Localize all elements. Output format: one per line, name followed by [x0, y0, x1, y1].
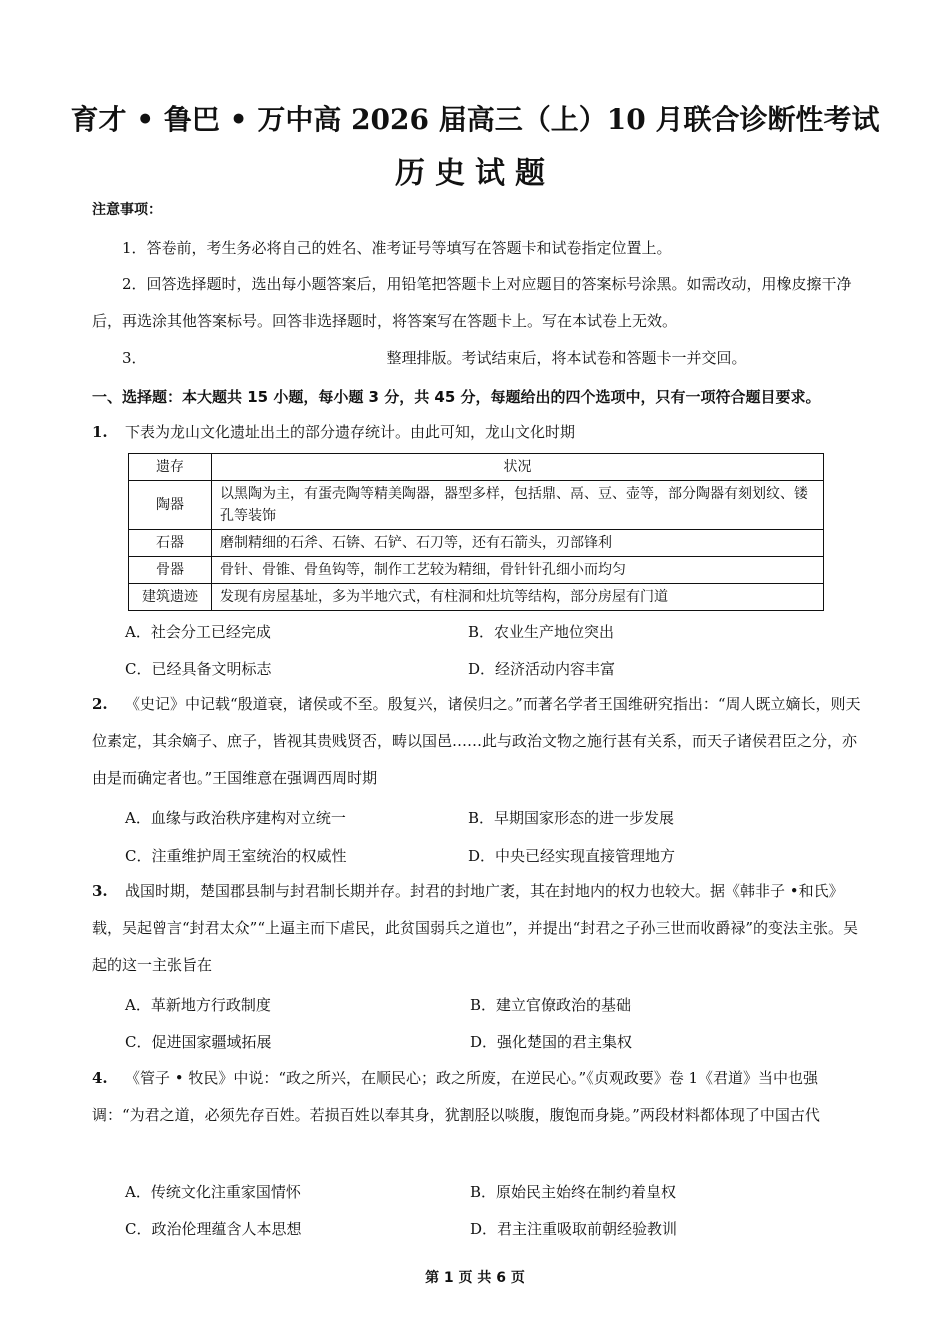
note-3-number: 3． [122, 349, 147, 367]
note-3 [92, 340, 862, 377]
question-4-number: 4. [92, 1069, 108, 1087]
exam-title: 育才 • 鲁巴 • 万中高 2026 届高三（上）10 月联合诊断性考试 [70, 103, 880, 136]
notes-heading: 注意事项： [92, 202, 162, 218]
question-3 [92, 873, 862, 984]
question-1-stem: 下表为龙山文化遗址出土的部分遗存统计。由此可知，龙山文化时期 [125, 423, 576, 441]
q3-option-c: C．促进国家疆域拓展 [125, 1033, 272, 1051]
table-cell: 骨针、骨锥、骨鱼钩等，制作工艺较为精细，骨针针孔细小而均匀 [212, 557, 824, 584]
exam-subtitle: 历史试题 [395, 156, 555, 191]
question-3-stem: 战国时期，楚国郡县制与封君制长期并存。封君的封地广袤，其在封地内的权力也较大。据《韩非子 •和氏》载，吴起曾言“封君太众”“上逼主而下虐民，此贫国弱兵之道也”，并提出“封君之子孙三世而收爵禄”的变法主张。吴起的这一主张旨在 [92, 882, 859, 974]
q3-option-b: B．建立官僚政治的基础 [470, 996, 632, 1014]
q2-option-a: A．血缘与政治秩序建构对立统一 [125, 809, 346, 827]
table-row [129, 557, 824, 584]
question-2-stem: 《史记》中记载“殷道衰，诸侯或不至。殷复兴，诸侯归之。”而著名学者王国维研究指出：“周人既立嫡长，则天位素定，其余嫡子、庶子，皆视其贵贱贤否，畴以国邑……此与政治文物之施行甚有关系，而天子诸侯君臣之分，亦由是而确定者也。”王国维意在强调西周时期 [92, 695, 861, 787]
note-3-text: 整理排版。考试结束后，将本试卷和答题卡一并交回。 [386, 349, 747, 367]
q4-option-d: D．君主注重吸取前朝经验教训 [470, 1220, 678, 1238]
table-cell: 磨制精细的石斧、石锛、石铲、石刀等，还有石箭头，刃部锋利 [212, 530, 824, 557]
question-1 [92, 414, 862, 451]
table-row [129, 530, 824, 557]
q3-option-d: D．强化楚国的君主集权 [470, 1033, 633, 1051]
question-1-number: 1. [92, 423, 108, 441]
q1-option-c: C．已经具备文明标志 [125, 660, 272, 678]
q4-option-a: A．传统文化注重家国情怀 [125, 1183, 301, 1201]
table-cell: 建筑遗迹 [129, 584, 212, 611]
question-3-number: 3. [92, 882, 108, 900]
note-2: 2．回答选择题时，选出每小题答案后，用铅笔把答题卡上对应题目的答案标号涂黑。如需改动，用橡皮擦干净后，再选涂其他答案标号。回答非选择题时，将答案写在答题卡上。写在本试卷上无效。 [92, 275, 852, 330]
table-header-cell: 状况 [212, 454, 824, 481]
table-row [129, 584, 824, 611]
table-cell: 陶器 [129, 481, 212, 530]
q2-option-c: C．注重维护周王室统治的权威性 [125, 847, 347, 865]
q3-option-a: A．革新地方行政制度 [125, 996, 271, 1014]
q2-option-b: B．早期国家形态的进一步发展 [468, 809, 675, 827]
q1-option-a: A．社会分工已经完成 [125, 623, 271, 641]
relics-table [128, 453, 824, 611]
question-4-stem: 《管子 • 牧民》中说：“政之所兴，在顺民心；政之所废，在逆民心。”《贞观政要》卷 1《君道》当中也强调：“为君之道，必须先存百姓。若损百姓以奉其身，犹割胫以啖腹，腹饱而身毙。”两段材料都体现了中国古代 [92, 1069, 820, 1124]
question-2-number: 2. [92, 695, 108, 713]
table-cell: 发现有房屋基址，多为半地穴式，有柱洞和灶坑等结构，部分房屋有门道 [212, 584, 824, 611]
table-row [129, 481, 824, 530]
table-header-row [129, 454, 824, 481]
note-1: 1．答卷前，考生务必将自己的姓名、准考证号等填写在答题卡和试卷指定位置上。 [122, 239, 672, 257]
table-cell: 骨器 [129, 557, 212, 584]
table-cell: 以黑陶为主，有蛋壳陶等精美陶器，器型多样，包括鼎、鬲、豆、壶等，部分陶器有刻划纹、镂孔等装饰 [212, 481, 824, 530]
q4-option-b: B．原始民主始终在制约着皇权 [470, 1183, 677, 1201]
q2-option-d: D．中央已经实现直接管理地方 [468, 847, 676, 865]
table-header-cell: 遗存 [129, 454, 212, 481]
section-heading: 一、选择题：本大题共 15 小题，每小题 3 分，共 45 分，每题给出的四个选项中，只有一项符合题目要求。 [92, 388, 821, 406]
page-number: 第 1 页 共 6 页 [425, 1270, 525, 1286]
q1-option-b: B．农业生产地位突出 [468, 623, 615, 641]
table-cell: 石器 [129, 530, 212, 557]
q1-option-d: D．经济活动内容丰富 [468, 660, 616, 678]
question-2 [92, 686, 862, 797]
q4-option-c: C．政治伦理蕴含人本思想 [125, 1220, 302, 1238]
question-4 [92, 1060, 862, 1134]
